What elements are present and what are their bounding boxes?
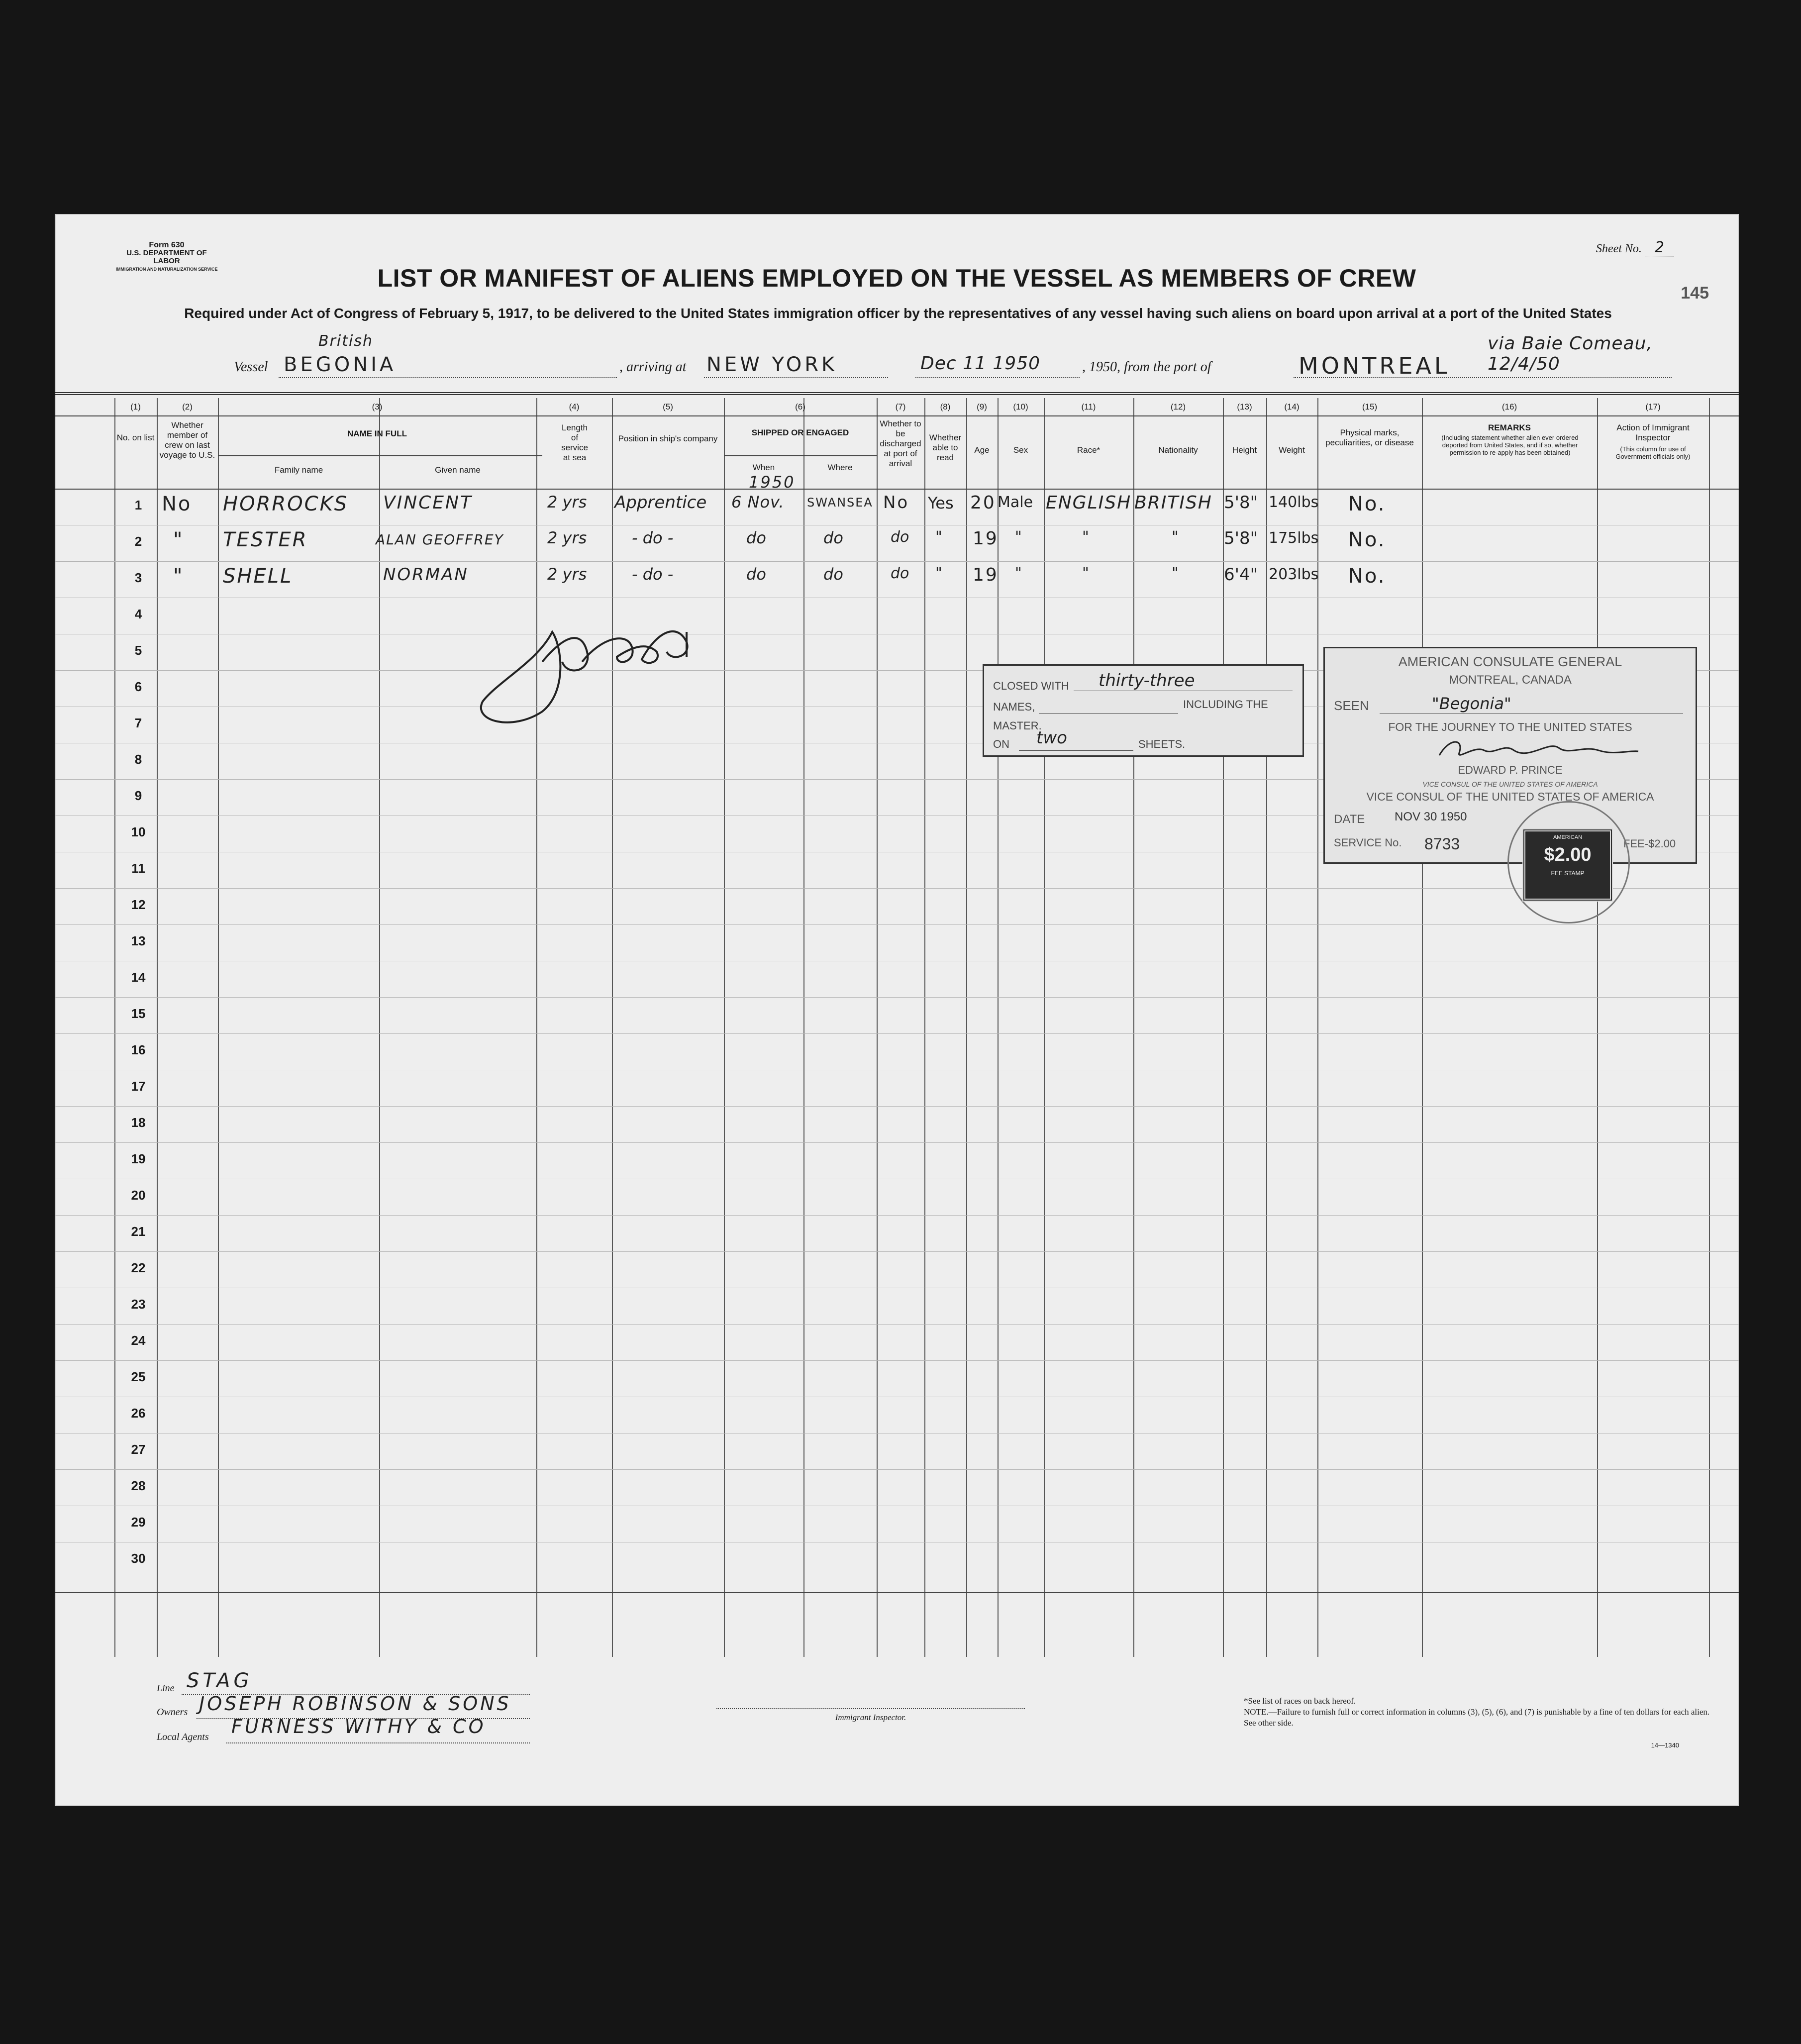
row-1-height: 5'8" — [1224, 493, 1258, 512]
row-number: 5 — [134, 643, 142, 658]
col-num-7: (7) — [895, 402, 906, 411]
row-number: 3 — [134, 570, 142, 585]
col-head-name: NAME IN FULL — [347, 429, 407, 438]
col-head-height: Height — [1232, 445, 1257, 455]
col-head-marks: Physical marks, peculiarities, or disease — [1325, 428, 1414, 447]
row-number: 15 — [131, 1006, 146, 1021]
row-2-discharged: do — [891, 528, 909, 546]
col-num-12: (12) — [1170, 402, 1186, 411]
including-label: INCLUDING THE — [1183, 698, 1268, 711]
fee-stamp-value: $2.00 — [1544, 844, 1592, 865]
row-number: 10 — [131, 824, 146, 839]
arrival-date: Dec 11 1950 — [920, 353, 1040, 374]
col-head-no: No. on list — [116, 433, 155, 442]
col-head-race: Race* — [1077, 445, 1101, 455]
col-num-9: (9) — [977, 402, 987, 411]
seen-label: SEEN — [1334, 698, 1369, 713]
row-number: 25 — [131, 1369, 146, 1384]
master-signature — [468, 602, 726, 741]
col-head-action: Action of Immigrant Inspector — [1616, 423, 1690, 442]
agents-value: FURNESS WITHY & CO — [231, 1716, 486, 1737]
fee-stamp — [1522, 828, 1613, 902]
crew-table — [55, 398, 1739, 1657]
col-head-where: Where — [827, 463, 853, 472]
col-head-sex: Sex — [1013, 445, 1028, 455]
agents-label: Local Agents — [157, 1732, 209, 1742]
row-2-age: 19 — [973, 528, 999, 549]
row-1-sex: Male — [998, 494, 1033, 511]
row-number: 16 — [131, 1042, 146, 1057]
col-num-13: (13) — [1237, 402, 1252, 411]
closed-with-label: CLOSED WITH — [993, 680, 1069, 692]
service-label: SERVICE No. — [1334, 836, 1402, 849]
col-head-shipped: SHIPPED OR ENGAGED — [751, 428, 849, 437]
col-head-age: Age — [974, 445, 990, 455]
col-head-read: Whether able to read — [929, 433, 962, 462]
vessel-flag: British — [318, 332, 373, 350]
row-3-nationality: " — [1172, 565, 1179, 582]
row-1-service: 2 yrs — [547, 493, 587, 511]
manifest-footer — [55, 1657, 1739, 1806]
row-number: 11 — [131, 861, 145, 876]
row-1-family-name: HORROCKS — [223, 493, 349, 515]
consul-name: EDWARD P. PRINCE — [1458, 764, 1563, 776]
row-number: 27 — [131, 1442, 146, 1457]
penalty-note: NOTE.—Failure to furnish full or correct information in columns (3), (5), (6), and (7) is punishable by a fine of ten dollars for each alien. See other side. — [1244, 1707, 1710, 1728]
row-2-service: 2 yrs — [547, 528, 587, 547]
document-title: LIST OR MANIFEST OF ALIENS EMPLOYED ON THE VESSEL AS MEMBERS OF CREW — [377, 264, 1416, 292]
row-3-where: do — [823, 565, 843, 584]
fee-stamp-top: AMERICAN — [1553, 834, 1583, 840]
row-1-race: ENGLISH — [1046, 493, 1132, 513]
via-note: via Baie Comeau, 12/4/50 — [1488, 333, 1653, 374]
col-head-given: Given name — [435, 465, 481, 475]
sheet-value: 2 — [1645, 239, 1674, 257]
row-3-race: " — [1082, 565, 1089, 582]
row-number: 6 — [134, 679, 142, 694]
form-code: Form 630 — [149, 241, 185, 249]
sheet-label: Sheet No. — [1596, 242, 1642, 255]
stamp-date: NOV 30 1950 — [1395, 810, 1467, 823]
journey-line: FOR THE JOURNEY TO THE UNITED STATES — [1388, 720, 1632, 733]
document-subtitle: Required under Act of Congress of February 5, 1917, to be delivered to the United States immigration officer by the representatives of any vessel having such aliens on board upon arrival at a port of the United States — [184, 306, 1612, 321]
row-3-height: 6'4" — [1224, 565, 1258, 585]
col-head-when: When — [752, 463, 775, 472]
consulate-stamp — [1323, 647, 1697, 864]
header-rule — [55, 392, 1739, 395]
row-3-weight: 203lbs — [1269, 566, 1319, 583]
row-1-when: 6 Nov. — [731, 493, 785, 511]
row-1-last-voyage: No — [162, 493, 192, 515]
row-1-marks: No. — [1348, 493, 1386, 515]
col-num-17: (17) — [1645, 402, 1661, 411]
row-number: 18 — [131, 1115, 146, 1130]
row-number: 17 — [131, 1079, 146, 1094]
row-number: 22 — [131, 1260, 146, 1275]
on-label: ON — [993, 738, 1009, 750]
shipped-year: 1950 — [749, 473, 796, 492]
col-note-remarks: (Including statement whether alien ever ordered deported from United States, and if so, whether permission to re-apply has been obtained) — [1441, 434, 1579, 456]
row-1-nationality: BRITISH — [1134, 493, 1212, 513]
row-3-position: - do - — [632, 565, 674, 584]
form-code-footer: 14—1340 — [1651, 1741, 1679, 1749]
row-1-age: 20 — [970, 493, 996, 513]
row-number: 19 — [131, 1151, 146, 1166]
vessel-line — [234, 332, 1701, 383]
row-number: 21 — [131, 1224, 146, 1239]
line-label: Line — [157, 1683, 175, 1694]
row-1-position: Apprentice — [614, 493, 707, 512]
row-number: 26 — [131, 1406, 146, 1421]
service-number: 8733 — [1424, 835, 1460, 853]
row-number: 1 — [134, 498, 142, 512]
row-number: 24 — [131, 1333, 146, 1348]
row-3-discharged: do — [891, 565, 909, 582]
col-num-2: (2) — [182, 402, 193, 411]
row-2-family-name: TESTER — [223, 528, 308, 551]
col-head-discharged: Whether to be discharged at port of arrival — [880, 419, 921, 468]
vice-consul-small: VICE CONSUL OF THE UNITED STATES OF AMERICA — [1422, 780, 1598, 788]
department-name: U.S. DEPARTMENT OF LABOR — [126, 249, 207, 265]
row-1-read: Yes — [928, 494, 954, 512]
row-2-position: - do - — [632, 528, 674, 547]
row-2-when: do — [746, 528, 766, 547]
arriving-label: , arriving at — [619, 359, 687, 375]
row-number: 7 — [134, 715, 142, 730]
col-num-16: (16) — [1501, 402, 1517, 411]
row-2-given-name: ALAN GEOFFREY — [376, 531, 504, 548]
col-note-action: (This column for use of Government officials only) — [1615, 445, 1691, 460]
fee-label: FEE-$2.00 — [1623, 837, 1676, 850]
row-3-last-voyage: " — [173, 565, 184, 588]
row-3-read: " — [935, 565, 942, 582]
row-2-weight: 175lbs — [1269, 529, 1319, 547]
row-number: 4 — [134, 607, 142, 621]
closed-count: thirty-three — [1099, 671, 1195, 691]
col-num-8: (8) — [940, 402, 951, 411]
row-number: 13 — [131, 933, 146, 948]
row-1-where: SWANSEA — [807, 496, 873, 510]
page-stamp: 145 — [1681, 284, 1709, 303]
col-num-5: (5) — [663, 402, 673, 411]
vessel-name: BEGONIA — [284, 353, 397, 376]
row-number: 28 — [131, 1478, 146, 1493]
row-number: 2 — [134, 534, 142, 549]
date-label: DATE — [1334, 813, 1365, 826]
col-num-4: (4) — [569, 402, 580, 411]
row-3-family-name: SHELL — [223, 565, 293, 588]
row-number: 12 — [131, 897, 146, 912]
col-head-last-voyage: Whether member of crew on last voyage to U.S. — [159, 420, 215, 460]
owners-value: JOSEPH ROBINSON & SONS — [199, 1693, 511, 1715]
col-head-service: Length of service at sea — [561, 423, 588, 462]
departure-port: MONTREAL — [1299, 352, 1450, 379]
col-num-3: (3) — [372, 402, 383, 411]
row-3-service: 2 yrs — [547, 565, 587, 584]
row-2-marks: No. — [1348, 528, 1386, 551]
row-3-age: 19 — [973, 565, 999, 585]
col-head-remarks: REMARKS — [1488, 423, 1531, 432]
col-head-family: Family name — [274, 465, 323, 475]
col-head-position: Position in ship's company — [618, 434, 718, 443]
col-num-15: (15) — [1362, 402, 1378, 411]
row-3-marks: No. — [1348, 565, 1386, 588]
row-number: 8 — [134, 752, 142, 767]
row-number: 29 — [131, 1515, 146, 1530]
consul-signature — [1434, 735, 1643, 765]
manifest-sheet — [55, 214, 1739, 1806]
row-number: 20 — [131, 1188, 146, 1203]
col-num-1: (1) — [130, 402, 141, 411]
consulate-city: MONTREAL, CANADA — [1449, 673, 1572, 687]
row-2-race: " — [1082, 528, 1089, 546]
col-num-11: (11) — [1081, 402, 1096, 411]
consulate-name: AMERICAN CONSULATE GENERAL — [1398, 654, 1622, 669]
row-2-where: do — [823, 528, 843, 547]
row-1-given-name: VINCENT — [383, 493, 473, 513]
col-head-weight: Weight — [1279, 445, 1305, 455]
col-num-6: (6) — [795, 402, 805, 411]
year-label: , 1950, from the port of — [1082, 359, 1211, 375]
row-3-sex: " — [1015, 565, 1022, 582]
seen-vessel: "Begonia" — [1432, 694, 1511, 713]
sheet-number — [1596, 239, 1674, 256]
sheets-count: two — [1036, 728, 1067, 748]
row-number: 23 — [131, 1297, 146, 1312]
service-name: IMMIGRATION AND NATURALIZATION SERVICE — [115, 267, 218, 272]
row-3-given-name: NORMAN — [383, 565, 469, 585]
names-label: NAMES, — [993, 701, 1035, 713]
master-label: MASTER. — [993, 719, 1042, 732]
row-2-read: " — [935, 528, 942, 546]
vessel-label: Vessel — [234, 359, 268, 375]
row-2-last-voyage: " — [173, 528, 184, 551]
row-2-nationality: " — [1172, 528, 1179, 546]
col-num-14: (14) — [1284, 402, 1300, 411]
row-number: 30 — [131, 1551, 146, 1566]
fee-stamp-bottom: FEE STAMP — [1551, 870, 1585, 877]
row-2-sex: " — [1015, 528, 1022, 546]
footer-note — [1244, 1696, 1721, 1729]
sheets-label: SHEETS. — [1138, 738, 1186, 750]
line-value: STAG — [187, 1669, 253, 1692]
closed-stamp — [983, 664, 1304, 757]
col-num-10: (10) — [1013, 402, 1028, 411]
inspector-label: Immigrant Inspector. — [835, 1713, 906, 1722]
row-number: 9 — [134, 788, 142, 803]
arrival-port: NEW YORK — [706, 353, 838, 376]
row-3-when: do — [746, 565, 766, 584]
row-number: 14 — [131, 970, 146, 985]
vice-consul-title: VICE CONSUL OF THE UNITED STATES OF AMERICA — [1366, 790, 1654, 803]
owners-label: Owners — [157, 1707, 188, 1718]
row-1-weight: 140lbs — [1269, 494, 1319, 511]
races-note: *See list of races on back hereof. — [1244, 1696, 1356, 1706]
inspector-signature-line — [716, 1708, 1025, 1709]
col-head-nationality: Nationality — [1158, 445, 1198, 455]
row-1-discharged: No — [883, 493, 909, 512]
row-2-height: 5'8" — [1224, 528, 1258, 548]
